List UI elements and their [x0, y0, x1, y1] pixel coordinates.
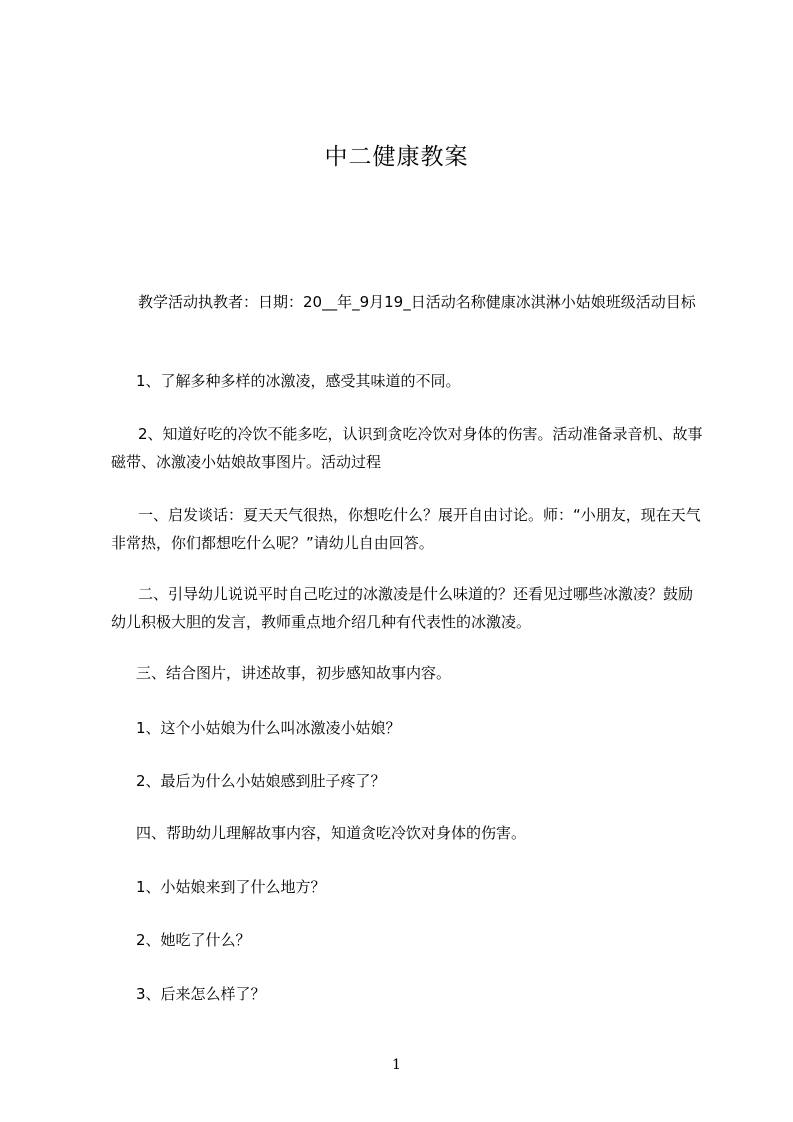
paragraph-question-5: 3、后来怎么样了？	[136, 985, 266, 1003]
paragraph-step-1: 一、启发谈话：夏天天气很热，你想吃什么？展开自由讨论。师：“小朋友，现在天气非常热，你们都想吃什么呢？”请幼儿自由回答。	[111, 506, 701, 552]
paragraph-step-3: 三、结合图片，讲述故事，初步感知故事内容。	[136, 664, 452, 682]
paragraph-step-2: 二、引导幼儿说说平时自己吃过的冰激凌是什么味道的？还看见过哪些冰激凌？鼓励幼儿积极大胆的发言，教师重点地介绍几种有代表性的冰激凌。	[111, 585, 694, 631]
paragraph-question-4: 2、她吃了什么？	[136, 931, 251, 949]
paragraph-question-2: 2、最后为什么小姑娘感到肚子疼了？	[136, 772, 386, 790]
paragraph-goal-1: 1、了解多种多样的冰激凌，感受其味道的不同。	[136, 372, 461, 390]
paragraph-question-1: 1、这个小姑娘为什么叫冰激凌小姑娘？	[136, 719, 401, 737]
document-title: 中二健康教案	[324, 144, 469, 170]
paragraph-goal-2: 2、知道好吃的冷饮不能多吃，认识到贪吃冷饮对身体的伤害。活动准备录音机、故事磁带、冰激凌小姑娘故事图片。活动过程	[111, 425, 703, 471]
paragraph-step-4: 四、帮助幼儿理解故事内容，知道贪吃冷饮对身体的伤害。	[136, 824, 527, 842]
paragraph-activity-info: 教学活动执教者：日期：20__年_9月19_日活动名称健康冰淇淋小姑娘班级活动目标	[138, 293, 696, 311]
page-number: 1	[392, 1057, 401, 1073]
paragraph-question-3: 1、小姑娘来到了什么地方？	[136, 878, 326, 896]
